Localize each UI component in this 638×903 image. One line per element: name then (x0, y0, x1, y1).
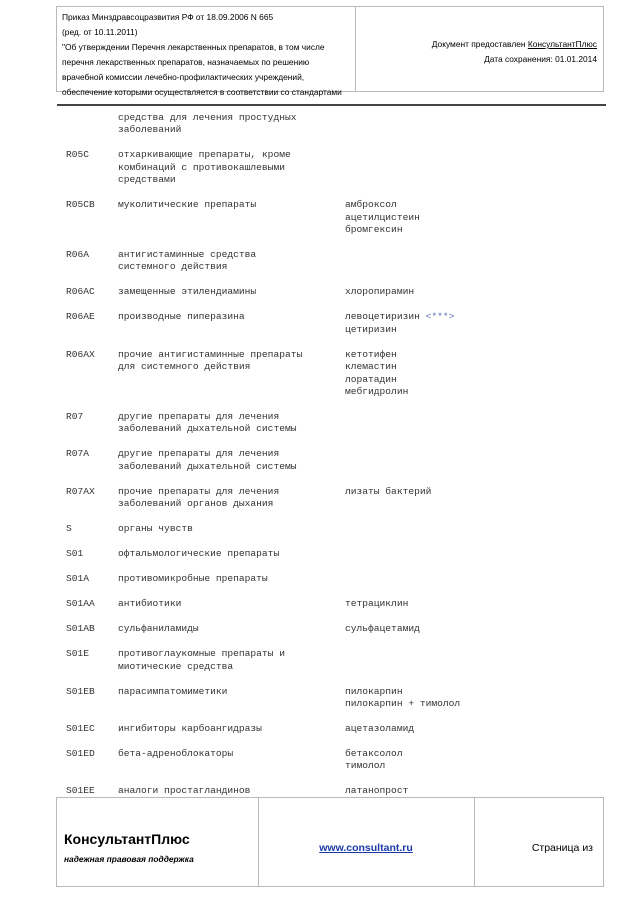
drug-list (345, 598, 408, 610)
drug-name (345, 748, 403, 760)
header-document-title (62, 10, 354, 100)
atc-code: R07AX (66, 485, 95, 497)
page-number: Страница из (531, 842, 593, 854)
drug-list (345, 349, 408, 399)
document-header (56, 6, 604, 97)
atc-code: S01EE (66, 785, 95, 797)
drug-name-text: ацетилцистеин (345, 211, 420, 223)
drug-list (345, 311, 454, 336)
group-name (118, 785, 250, 797)
group-name-line: сульфаниламиды (118, 623, 199, 635)
group-name-line: заболеваний органов дыхания (118, 498, 274, 510)
group-name (118, 411, 296, 436)
group-name (118, 573, 268, 585)
group-name-line: противоглаукомные препараты и (118, 648, 285, 660)
group-name-line: ингибиторы карбоангидразы (118, 723, 262, 734)
drug-list (345, 785, 408, 797)
website-link[interactable]: www.consultant.ru (319, 842, 413, 854)
drug-name-text: хлоропирамин (345, 286, 415, 298)
drug-list (345, 486, 431, 498)
group-name-line: средства для лечения простудных (118, 112, 297, 123)
save-date: Дата сохранения: 01.01.2014 (484, 54, 597, 64)
group-name-line: другие препараты для лечения (118, 448, 280, 460)
group-name-line: органы чувств (118, 523, 193, 535)
drug-name (345, 723, 414, 735)
brand-tagline: надежная правовая поддержка (64, 854, 194, 864)
drug-name (345, 361, 408, 373)
group-name-line: для системного действия (118, 361, 251, 373)
drug-name-text: мебгидролин (345, 386, 409, 398)
group-name (118, 648, 285, 673)
atc-code: R06AE (66, 311, 95, 323)
provider-link[interactable]: КонсультантПлюс (527, 39, 597, 49)
drug-name-text: левоцетиризин (345, 311, 420, 323)
group-name (118, 723, 262, 735)
group-name (118, 523, 193, 535)
footnote-link[interactable]: <***> (425, 311, 455, 323)
footer-url-cell (258, 798, 475, 886)
atc-code: R05CB (66, 199, 95, 211)
drug-name (345, 760, 403, 772)
group-name (118, 623, 199, 635)
drug-name (345, 224, 420, 236)
atc-code: S01E (66, 648, 90, 660)
brand-logo-text: КонсультантПлюс (64, 831, 190, 847)
group-name (118, 448, 296, 473)
atc-code: R07 (66, 411, 84, 422)
group-name-line: заболеваний (118, 124, 182, 136)
atc-code: S01ED (66, 748, 95, 759)
drug-name (345, 349, 408, 361)
drug-name-text: тимолол (345, 760, 386, 772)
group-name (118, 598, 181, 610)
header-line: врачебной комиссии лечебно-профилактических учреждений, (62, 72, 305, 82)
drug-name-text: тетрациклин (345, 598, 409, 610)
header-line: "Об утверждении Перечня лекарственных препаратов, в том числе (62, 42, 325, 52)
header-provider-info (432, 37, 597, 67)
footer-brand-cell (57, 798, 259, 886)
group-name-line: антигистаминные средства (118, 249, 257, 260)
group-name (118, 486, 279, 511)
drug-name (345, 212, 420, 224)
atc-code: S01AB (66, 623, 95, 635)
drug-name (345, 785, 408, 797)
drug-name (345, 623, 420, 635)
drug-name-text: цетиризин (345, 323, 397, 335)
drug-name-text: латанопрост (345, 785, 409, 797)
drug-name-text: ацетазоламид (345, 723, 415, 734)
group-name-line: противомикробные препараты (118, 573, 268, 585)
drug-list (345, 286, 414, 298)
drug-name (345, 698, 460, 710)
header-divider (355, 7, 356, 91)
drug-name (345, 311, 454, 323)
drug-name (345, 374, 408, 386)
group-name (118, 199, 256, 211)
drug-name-text: пилокарпин + тимолол (345, 698, 461, 709)
drug-list (345, 723, 414, 735)
drug-name (345, 324, 454, 336)
drug-name-text: сульфацетамид (345, 623, 420, 635)
group-name-line: антибиотики (118, 598, 182, 610)
atc-code: R06A (66, 249, 90, 260)
atc-code: S01A (66, 573, 90, 585)
group-name-line: комбинаций с противокашлевыми (118, 161, 285, 173)
group-name (118, 349, 302, 374)
drug-list (345, 686, 460, 711)
document-footer (56, 797, 604, 887)
drug-name-text: пилокарпин (345, 685, 403, 697)
group-name-line: прочие антигистаминные препараты (118, 348, 303, 360)
group-name (118, 548, 279, 560)
atc-code: S (66, 523, 72, 535)
header-line: обеспечение которыми осуществляется в соответствии со стандартами (62, 87, 342, 97)
drug-name-text: бромгексин (345, 224, 403, 235)
drug-name-text: лизаты бактерий (345, 485, 432, 497)
drug-name-text: бетаксолол (345, 748, 403, 759)
drug-name-text: амброксол (345, 199, 397, 211)
atc-code: R07A (66, 448, 90, 460)
group-name-line: производные пиперазина (118, 311, 245, 323)
group-name-line: миотические средства (118, 660, 234, 672)
drug-name-text: лоратадин (345, 373, 397, 385)
drug-name-text: клемастин (345, 361, 397, 373)
group-name (118, 149, 291, 186)
drug-name-text: кетотифен (345, 348, 397, 360)
group-name (118, 249, 256, 274)
group-name-line: другие препараты для лечения (118, 411, 280, 422)
drug-name (345, 486, 431, 498)
drug-name (345, 598, 408, 610)
group-name-line: заболеваний дыхательной системы (118, 423, 297, 435)
group-name-line: муколитические препараты (118, 199, 257, 211)
group-name (118, 686, 227, 698)
atc-code: R06AX (66, 348, 95, 360)
provided-prefix: Документ предоставлен (431, 39, 528, 49)
atc-code: S01EC (66, 723, 95, 734)
drug-list (345, 748, 403, 773)
group-name (118, 748, 233, 760)
group-name-line: средствами (118, 174, 176, 186)
header-line: Приказ Минздравсоцразвития РФ от 18.09.2006 N 665 (62, 12, 274, 22)
atc-code: R06AC (66, 286, 95, 298)
group-name-line: замещенные этилендиамины (118, 286, 257, 298)
group-name-line: офтальмологические препараты (118, 548, 280, 560)
drug-list (345, 199, 420, 236)
group-name-line: парасимпатомиметики (118, 685, 228, 697)
group-name (118, 311, 245, 323)
atc-code: R05C (66, 149, 90, 161)
drug-name (345, 386, 408, 398)
atc-code: S01AA (66, 598, 95, 610)
drug-name (345, 199, 420, 211)
header-rule (57, 104, 606, 106)
group-name-line: отхаркивающие препараты, кроме (118, 149, 291, 161)
header-line: перечня лекарственных препаратов, назначаемых по решению (62, 57, 310, 67)
atc-code: S01EB (66, 685, 95, 697)
group-name (118, 112, 296, 137)
drug-list (345, 623, 420, 635)
header-line: (ред. от 10.11.2011) (62, 27, 138, 37)
group-name-line: системного действия (118, 261, 228, 273)
provided-by (432, 37, 597, 52)
group-name-line: прочие препараты для лечения (118, 485, 280, 497)
atc-code: S01 (66, 548, 84, 560)
drug-name (345, 286, 414, 298)
group-name-line: бета-адреноблокаторы (118, 748, 234, 759)
group-name (118, 286, 256, 298)
drug-name (345, 686, 460, 698)
group-name-line: аналоги простагландинов (118, 785, 251, 797)
group-name-line: заболеваний дыхательной системы (118, 460, 297, 472)
